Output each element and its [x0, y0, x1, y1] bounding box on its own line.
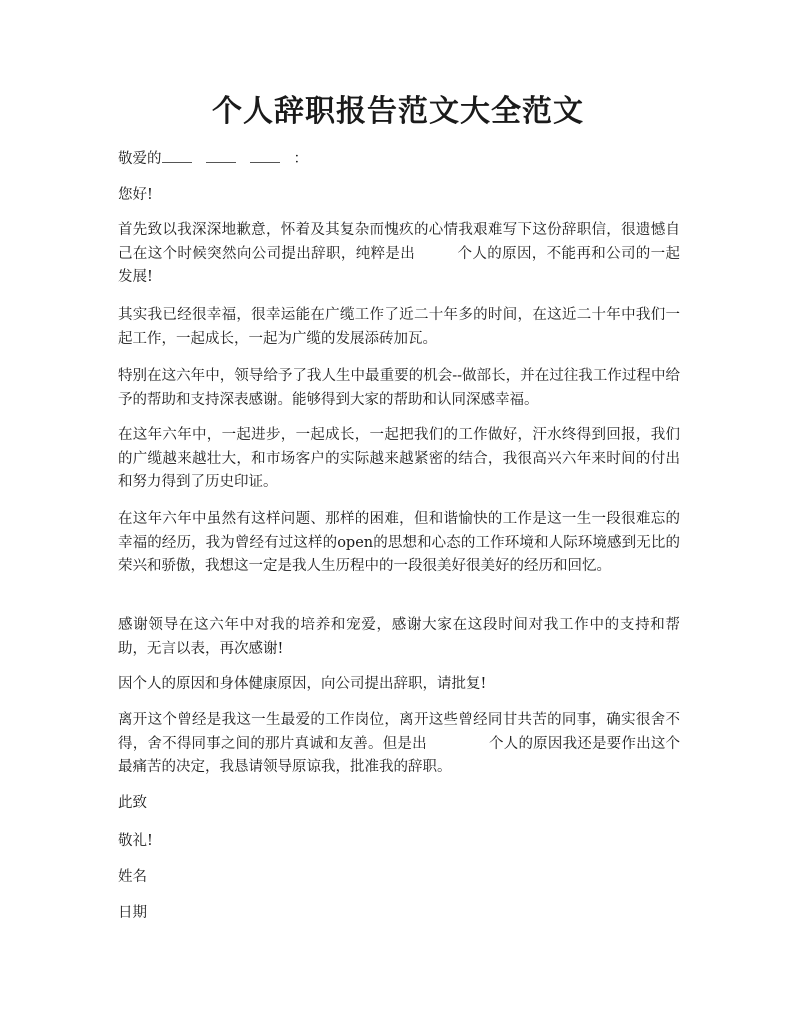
paragraph-1	[118, 219, 680, 290]
salutation	[118, 148, 680, 172]
paragraph-8-part-a: 离开这个曾经是我这一生最爱的工作岗位，离开这些曾经同甘共苦的同事，确实很舍不得，舍不得同事之间的那片真诚和友善。但是出	[118, 712, 680, 752]
closing-line-1: 此致	[118, 795, 147, 811]
paragraph-1-part-a: 首先致以我深深地歉意，怀着及其复杂而愧疚的心情我艰难写下这份辞职信，很遗憾自己在这个时候突然向公司提出辞职，纯粹是出	[118, 222, 680, 262]
name-blank	[162, 148, 192, 163]
paragraph-5: 在这年六年中虽然有这样问题、那样的困难，但和谐愉快的工作是这一生一段很难忘的幸福的经历，我为曾经有过这样的open的思想和心态的工作环境和人际环境感到无比的荣兴和骄傲，我想这一定是我人生历程中的一段很美好很美好的经历和回忆。	[118, 511, 680, 574]
name-blank	[250, 148, 280, 163]
closing-line-2: 敬礼!	[118, 833, 153, 849]
signature-name: 姓名	[118, 869, 147, 885]
paragraph-4: 在这年六年中，一起进步，一起成长，一起把我们的工作做好，汗水终得到回报，我们的广缆越来越壮大，和市场客户的实际越来越紧密的结合，我很高兴六年来时间的付出和努力得到了历史印证。	[118, 427, 680, 490]
greeting: 您好!	[118, 187, 153, 203]
paragraph-3: 特别在这六年中，领导给予了我人生中最重要的机会--做部长，并在过往我工作过程中给予的帮助和支持深表感谢。能够得到大家的帮助和认同深感幸福。	[118, 368, 680, 408]
paragraph-2: 其实我已经很幸福，很幸运能在广缆工作了近二十年多的时间，在这近二十年中我们一起工作，一起成长，一起为广缆的发展添砖加瓦。	[118, 307, 680, 347]
paragraph-6: 感谢领导在这六年中对我的培养和宠爱，感谢大家在这段时间对我工作中的支持和帮助，无言以表，再次感谢!	[118, 617, 680, 657]
paragraph-8-part-b: 个人的原因我还是要作出这个最痛苦的决定，我恳请领导原谅我，批准我的辞职。	[118, 735, 681, 775]
paragraph-7: 因个人的原因和身体健康原因，向公司提出辞职，请批复!	[118, 676, 487, 692]
salutation-prefix: 敬爱的	[118, 151, 162, 167]
salutation-colon: ：	[293, 151, 308, 167]
paragraph-1-part-b: 个人的原因，不能再和公司的一起发展!	[118, 245, 681, 285]
signature-date: 日期	[118, 905, 147, 921]
paragraph-8	[118, 709, 680, 780]
name-blank	[206, 148, 236, 163]
page-title: 个人辞职报告范文大全范文	[212, 94, 584, 129]
